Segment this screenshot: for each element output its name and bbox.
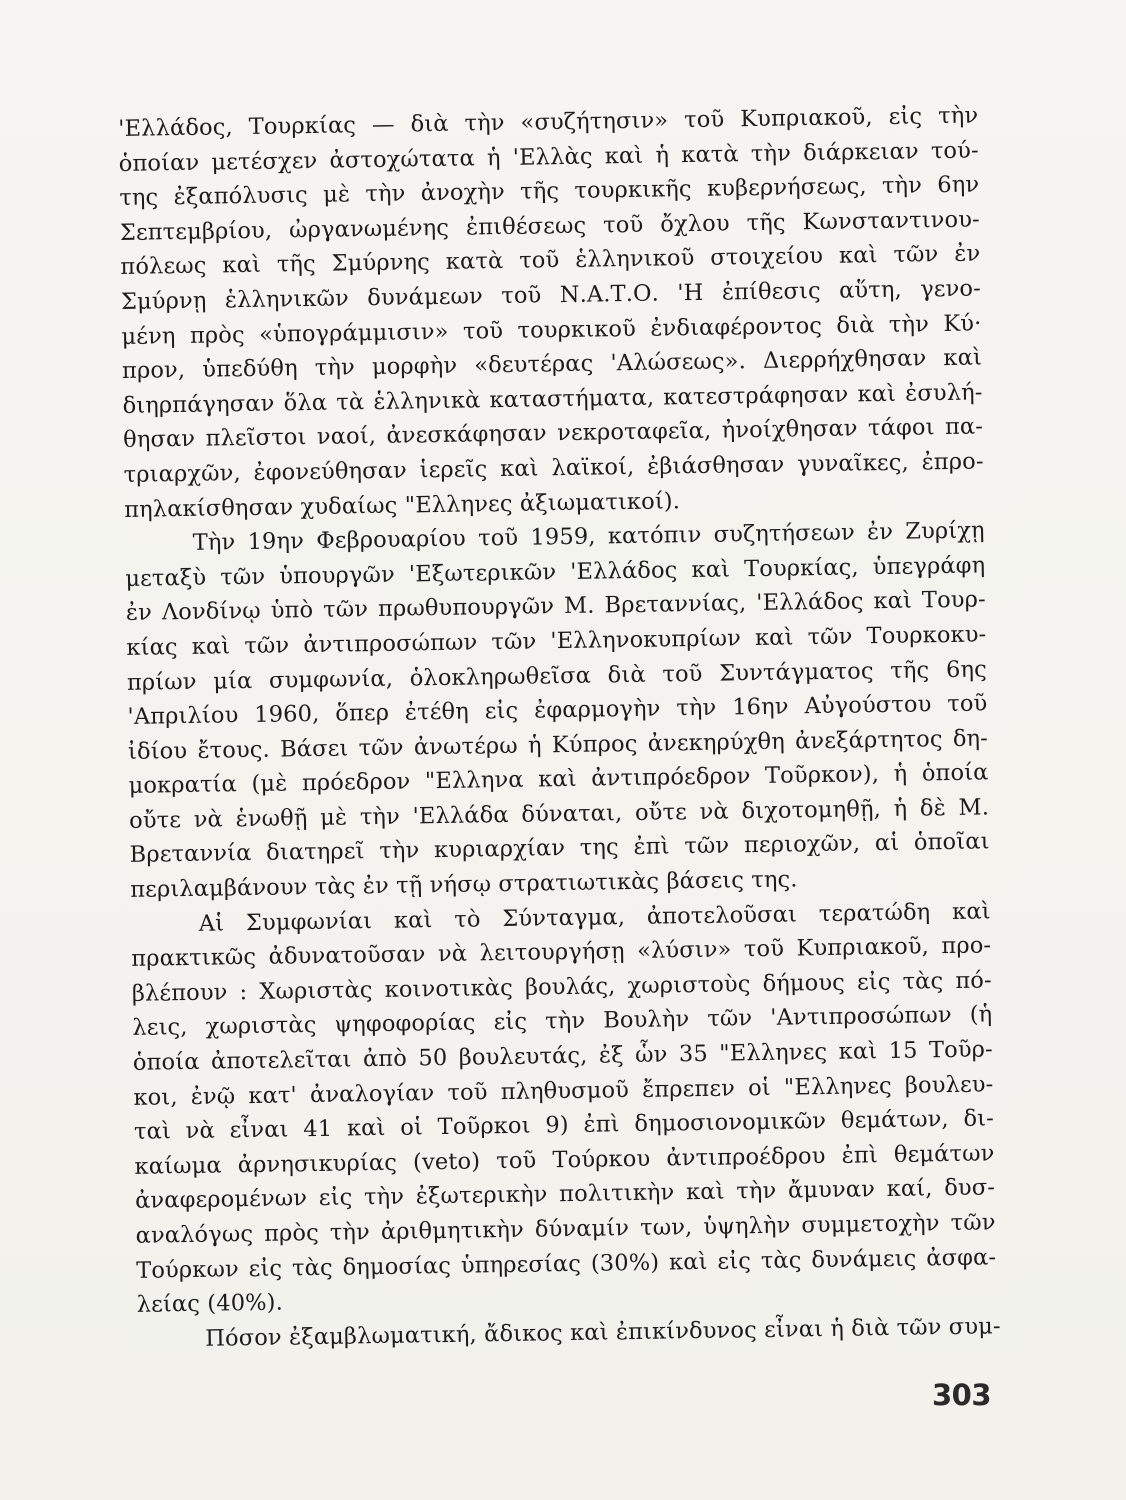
text-line: Βρεταννία διατηρεῖ τὴν κυριαρχίαν της ἐπὶ τῶν περιοχῶν, αἱ ὁποῖαι xyxy=(129,828,990,869)
text-line: πρακτικῶς ἀδυνατοῦσαν νὰ λειτουργήσῃ «λύσιν» τοῦ Κυπριακοῦ, προ- xyxy=(131,932,992,973)
text-line: καίωμα ἀρνησικυρίας (veto) τοῦ Τούρκου ἀντιπροέδρου ἐπὶ θεμάτων xyxy=(134,1140,995,1180)
text-line: πρίων μία συμφωνία, ὁλοκληρωθεῖσα διὰ τοῦ Συντάγματος τῆς 6ης xyxy=(126,655,988,696)
text-line: μένη πρὸς «ὑπογράμμισιν» τοῦ τουρκικοῦ ἐνδιαφέροντος διὰ τὴν Κύ· xyxy=(121,310,982,350)
text-line: της ἐξαπόλυσις μὲ τὴν ἀνοχὴν τῆς τουρκικῆς κυβερνήσεως, τὴν 6ην xyxy=(119,171,980,212)
text-line: ἐν Λονδίνῳ ὑπὸ τῶν πρωθυπουργῶν Μ. Βρεταννίας, 'Ελλάδος καὶ Τουρ- xyxy=(125,586,986,627)
text-line: ταὶ νὰ εἶναι 41 καὶ οἱ Τοῦρκοι 9) ἐπὶ δημοσιονομικῶν θεμάτων, δι- xyxy=(133,1105,995,1146)
text-line: θησαν πλεῖστοι ναοί, ἀνεσκάφησαν νεκροταφεῖα, ἠνοίχθησαν τάφοι πα- xyxy=(122,413,984,454)
text-line: Τούρκων εἰς τὰς δημοσίας ὑπηρεσίας (30%) καὶ εἰς τὰς δυνάμεις ἀσφα- xyxy=(135,1243,997,1284)
text-line: περιλαμβάνουν τὰς ἐν τῇ νήσῳ στρατιωτικὰς βάσεις της. xyxy=(130,866,798,903)
text-line: κοι, ἐνῷ κατ' ἀναλογίαν τοῦ πληθυσμοῦ ἔπρεπεν οἱ "Ελληνες βουλευ- xyxy=(133,1070,994,1111)
text-line: ἰδίου ἔτους. Βάσει τῶν ἀνωτέρω ἡ Κύπρος ἀνεκηρύχθη ἀνεξάρτητος δη- xyxy=(127,725,989,765)
text-line: 'Απριλίου 1960, ὅπερ ἐτέθη εἰς ἐφαρμογὴν τὴν 16ην Αὐγούστου τοῦ xyxy=(127,690,988,731)
paragraph-start-line: Τὴν 19ην Φεβρουαρίου τοῦ 1959, κατόπιν συζητήσεων ἐν Ζυρίχῃ xyxy=(192,517,985,557)
text-line: ὁποίαν μετέσχεν ἀστοχώτατα ἡ 'Ελλὰς καὶ ἡ κατὰ τὴν διάρκειαν τού- xyxy=(118,137,979,177)
paragraph-start-line: Πόσον ἐξαμβλωματική, ἄδικος καὶ ἐπικίνδυνος εἶναι ἡ διὰ τῶν συμ- xyxy=(205,1313,1001,1352)
body-text xyxy=(118,98,1001,1357)
text-line: λεις, χωριστὰς ψηφοφορίας εἰς τὴν Βουλὴν τῶν 'Αντιπροσώπων (ἡ xyxy=(132,1001,993,1042)
text-line: ὁποία ἀποτελεῖται ἀπὸ 50 βουλευτάς, ἐξ ὧν 35 "Ελληνες καὶ 15 Τοῦρ- xyxy=(132,1036,994,1076)
text-line: προν, ὑπεδύθη τὴν μορφὴν «δευτέρας 'Αλώσεως». Διερρήχθησαν καὶ xyxy=(121,344,983,385)
text-line: βλέπουν : Χωριστὰς κοινοτικὰς βουλάς, χωριστοὺς δήμους εἰς τὰς πό- xyxy=(131,967,992,1007)
paragraph-start-line: Αἱ Συμφωνίαι καὶ τὸ Σύνταγμα, ἀποτελοῦσαι τερατώδη καὶ xyxy=(198,898,991,937)
page-number: 303 xyxy=(932,1378,992,1412)
text-line: πόλεως καὶ τῆς Σμύρνης κατὰ τοῦ ἑλληνικοῦ στοιχείου καὶ τῶν ἐν xyxy=(120,240,981,281)
text-line: Σμύρνῃ ἑλληνικῶν δυνάμεων τοῦ Ν.Α.Τ.Ο. 'Η ἐπίθεσις αὕτη, γενο- xyxy=(120,275,982,315)
text-line: Σεπτεμβρίου, ὠργανωμένης ἐπιθέσεως τοῦ ὄχλου τῆς Κωνσταντινου- xyxy=(119,206,980,246)
text-line: τριαρχῶν, ἐφονεύθησαν ἱερεῖς καὶ λαϊκοί, ἐβιάσθησαν γυναῖκες, ἐπρο- xyxy=(123,448,984,488)
text-line: 'Ελλάδος, Τουρκίας — διὰ τὴν «συζήτησιν» τοῦ Κυπριακοῦ, εἰς τὴν xyxy=(118,102,979,142)
text-line: λείας (40%). xyxy=(136,1289,284,1319)
text-line: μοκρατία (μὲ πρόεδρον "Ελληνα καὶ ἀντιπρόεδρον Τοῦρκον), ἡ ὁποία xyxy=(128,759,989,800)
text-line: ἀναφερομένων εἰς τὴν ἐξωτερικὴν πολιτικὴν καὶ τὴν ἄμυναν καί, δυσ- xyxy=(134,1174,996,1215)
text-line: πηλακίσθησαν χυδαίως "Ελληνες ἀξιωματικοί). xyxy=(124,487,681,523)
text-line: αναλόγως πρὸς τὴν ἀριθμητικὴν δύναμίν των, ὑψηλὴν συμμετοχὴν τῶν xyxy=(135,1209,996,1249)
text-line: οὔτε νὰ ἑνωθῇ μὲ τὴν 'Ελλάδα δύναται, οὔτε νὰ διχοτομηθῇ, ἡ δὲ Μ. xyxy=(128,794,990,834)
text-line: διηρπάγησαν ὅλα τὰ ἑλληνικὰ καταστήματα, κατεστράφησαν καὶ ἐσυλή- xyxy=(122,379,983,419)
text-line: μεταξὺ τῶν ὑπουργῶν 'Εξωτερικῶν 'Ελλάδος καὶ Τουρκίας, ὑπεγράφη xyxy=(125,552,986,592)
text-line: κίας καὶ τῶν ἀντιπροσώπων τῶν 'Ελληνοκυπρίων καὶ τῶν Τουρκοκυ- xyxy=(126,621,987,661)
